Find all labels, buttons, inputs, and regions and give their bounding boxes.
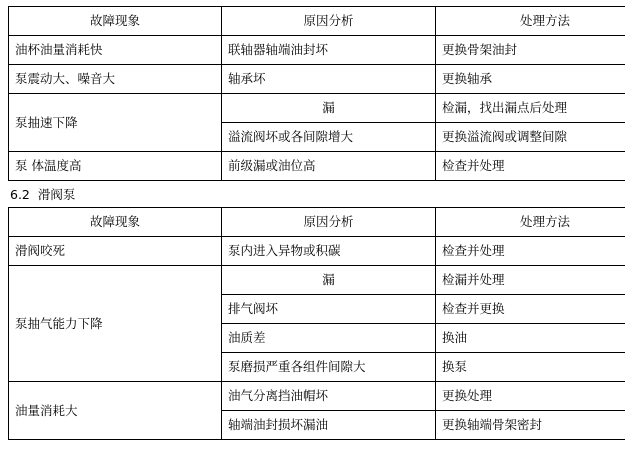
section-heading: 6.2 滑阀泵 — [10, 187, 76, 202]
cell-cause: 泵内进入异物或积碳 — [222, 237, 436, 266]
cell-solution: 检查并更换 — [436, 295, 625, 324]
table-row — [9, 36, 625, 65]
cell-cause: 油质差 — [222, 324, 436, 353]
cell-solution: 换泵 — [436, 353, 625, 382]
table-row — [9, 237, 625, 266]
table-row — [9, 152, 625, 181]
cell-cause: 轴端油封损坏漏油 — [222, 411, 436, 440]
cell-cause: 溢流阀坏或各间隙增大 — [222, 123, 436, 152]
cell-solution: 检查并处理 — [436, 237, 625, 266]
cell-solution: 更换溢流阀或调整间隙 — [436, 123, 625, 152]
cell-solution: 更换轴端骨架密封 — [436, 411, 625, 440]
cell-cause: 泵磨损严重各组件间隙大 — [222, 353, 436, 382]
cell-phenomenon: 泵 体温度高 — [9, 152, 222, 181]
cell-phenomenon: 油杯油量消耗快 — [9, 36, 222, 65]
cell-phenomenon: 泵震动大、噪音大 — [9, 65, 222, 94]
cell-cause: 漏 — [222, 266, 436, 295]
column-header-solution: 处理方法 — [436, 208, 625, 237]
cell-cause: 漏 — [222, 94, 436, 123]
cell-solution: 检查并处理 — [436, 152, 625, 181]
cell-solution: 更换骨架油封 — [436, 36, 625, 65]
cell-solution: 更换轴承 — [436, 65, 625, 94]
cell-cause: 联轴器轴端油封坏 — [222, 36, 436, 65]
column-header-cause: 原因分析 — [222, 7, 436, 36]
cell-solution: 换油 — [436, 324, 625, 353]
column-header-solution: 处理方法 — [436, 7, 625, 36]
cell-cause: 轴承坏 — [222, 65, 436, 94]
table-slide-valve-pump-faults — [8, 207, 625, 440]
cell-solution: 更换处理 — [436, 382, 625, 411]
table-row — [9, 65, 625, 94]
table-oil-pump-faults — [8, 6, 625, 181]
table-row — [9, 266, 625, 295]
cell-solution: 检漏，找出漏点后处理 — [436, 94, 625, 123]
table-header-row — [9, 7, 625, 36]
table-header-row — [9, 208, 625, 237]
cell-cause: 排气阀坏 — [222, 295, 436, 324]
cell-phenomenon: 泵抽速下降 — [9, 94, 222, 152]
column-header-phenomenon: 故障现象 — [9, 208, 222, 237]
cell-phenomenon: 滑阀咬死 — [9, 237, 222, 266]
cell-solution: 检漏并处理 — [436, 266, 625, 295]
cell-phenomenon: 油量消耗大 — [9, 382, 222, 440]
column-header-phenomenon: 故障现象 — [9, 7, 222, 36]
column-header-cause: 原因分析 — [222, 208, 436, 237]
table-row — [9, 382, 625, 411]
cell-cause: 前级漏或油位高 — [222, 152, 436, 181]
cell-phenomenon: 泵抽气能力下降 — [9, 266, 222, 382]
table-row — [9, 94, 625, 123]
cell-cause: 油气分离挡油帽坏 — [222, 382, 436, 411]
